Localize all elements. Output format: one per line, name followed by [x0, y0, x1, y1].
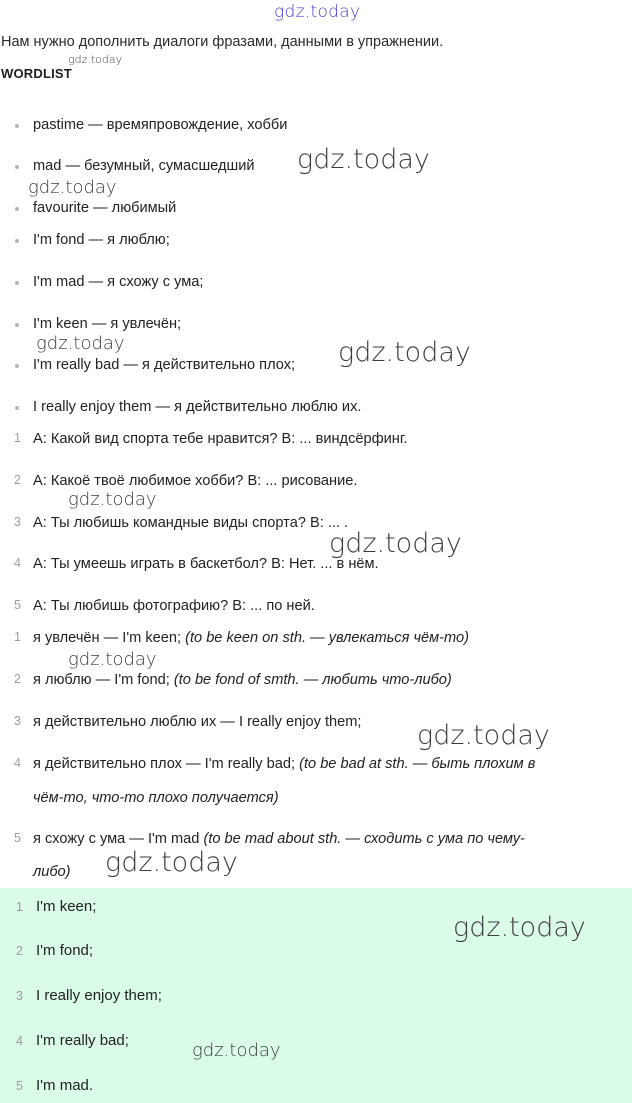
- item-number: 5: [14, 831, 21, 845]
- translation-text: [33, 756, 535, 772]
- item-number: 3: [16, 989, 23, 1003]
- translation-text: [33, 714, 361, 730]
- dialogue-text: A: Ты любишь командные виды спорта? B: ... .: [33, 515, 349, 531]
- translation-text: [33, 630, 469, 646]
- translation-note: (to be mad about sth. — сходить с ума по чему-: [203, 831, 525, 847]
- item-number: 1: [16, 900, 23, 914]
- answer-text: I really enjoy them;: [36, 987, 162, 1004]
- bullet-dot: [15, 281, 19, 285]
- wordlist-item-text: mad — безумный, сумасшедший: [33, 158, 255, 174]
- bullet-dot: [15, 364, 19, 368]
- item-number: 1: [14, 630, 21, 644]
- item-number: 2: [14, 473, 21, 487]
- watermark: gdz.today: [417, 720, 550, 751]
- translation-main: я люблю — I'm fond;: [33, 672, 174, 688]
- item-number: 3: [14, 515, 21, 529]
- translation-text: [33, 831, 525, 847]
- wordlist-item-text: pastime — времяпровождение, хобби: [33, 117, 288, 133]
- item-number: 5: [16, 1079, 23, 1093]
- dialogue-text: A: Ты любишь фотографию? B: ... по ней.: [33, 598, 315, 614]
- watermark-top: gdz.today: [274, 2, 361, 22]
- watermark: gdz.today: [192, 1040, 281, 1061]
- dialogue-text: A: Ты умеешь играть в баскетбол? B: Нет. ... в нём.: [33, 556, 379, 572]
- bullet-dot: [15, 406, 19, 410]
- answer-text: I'm fond;: [36, 942, 94, 959]
- bullet-dot: [15, 124, 19, 128]
- item-number: 1: [14, 431, 21, 445]
- translation-note: (to be bad at sth. — быть плохим в: [299, 756, 536, 772]
- wordlist-item-text: I'm fond — я люблю;: [33, 232, 170, 248]
- answer-text: I'm really bad;: [36, 1032, 129, 1049]
- dialogue-text: A: Какой вид спорта тебе нравится? B: ... виндсёрфинг.: [33, 431, 408, 447]
- watermark: gdz.today: [68, 489, 157, 510]
- translation-note-continued: либо): [33, 864, 71, 880]
- item-number: 2: [14, 672, 21, 686]
- watermark: gdz.today: [28, 177, 117, 198]
- translation-main: я увлечён — I'm keen;: [33, 630, 186, 646]
- translation-note: (to be keen on sth. — увлекаться чём-то): [185, 630, 469, 646]
- watermark: gdz.today: [297, 144, 430, 175]
- wordlist-heading: WORDLIST: [1, 66, 72, 81]
- item-number: 4: [16, 1034, 23, 1048]
- translation-main: я схожу с ума — I'm mad: [33, 831, 204, 847]
- watermark: gdz.today: [68, 53, 123, 66]
- bullet-dot: [15, 323, 19, 327]
- wordlist-item-text: I'm keen — я увлечён;: [33, 316, 182, 332]
- answer-text: I'm mad.: [36, 1077, 94, 1094]
- watermark: gdz.today: [105, 847, 238, 878]
- translation-main: я действительно люблю их — I really enjoy them;: [33, 714, 362, 730]
- watermark: gdz.today: [36, 333, 125, 354]
- translation-note-continued: чём-то, что-то плохо получается): [33, 790, 279, 806]
- translation-text: [33, 672, 452, 688]
- item-number: 4: [14, 756, 21, 770]
- item-number: 4: [14, 556, 21, 570]
- instruction-text: Нам нужно дополнить диалоги фразами, данными в упражнении.: [1, 34, 444, 50]
- bullet-dot: [15, 239, 19, 243]
- translation-main: я действительно плох — I'm really bad;: [33, 756, 300, 772]
- wordlist-item-text: I'm mad — я схожу с ума;: [33, 274, 204, 290]
- translation-note: (to be fond of smth. — любить что-либо): [173, 672, 452, 688]
- wordlist-item-text: I'm really bad — я действительно плох;: [33, 357, 296, 373]
- watermark: gdz.today: [338, 337, 471, 368]
- wordlist-item-text: I really enjoy them — я действительно люблю их.: [33, 399, 362, 415]
- answer-text: I'm keen;: [36, 898, 97, 915]
- watermark: gdz.today: [329, 528, 462, 559]
- item-number: 5: [14, 598, 21, 612]
- item-number: 2: [16, 944, 23, 958]
- item-number: 3: [14, 714, 21, 728]
- bullet-dot: [15, 207, 19, 211]
- bullet-dot: [15, 165, 19, 169]
- watermark: gdz.today: [68, 649, 157, 670]
- watermark: gdz.today: [453, 912, 586, 943]
- dialogue-text: A: Какоё твоё любимое хобби? B: ... рисование.: [33, 473, 358, 489]
- wordlist-item-text: favourite — любимый: [33, 200, 177, 216]
